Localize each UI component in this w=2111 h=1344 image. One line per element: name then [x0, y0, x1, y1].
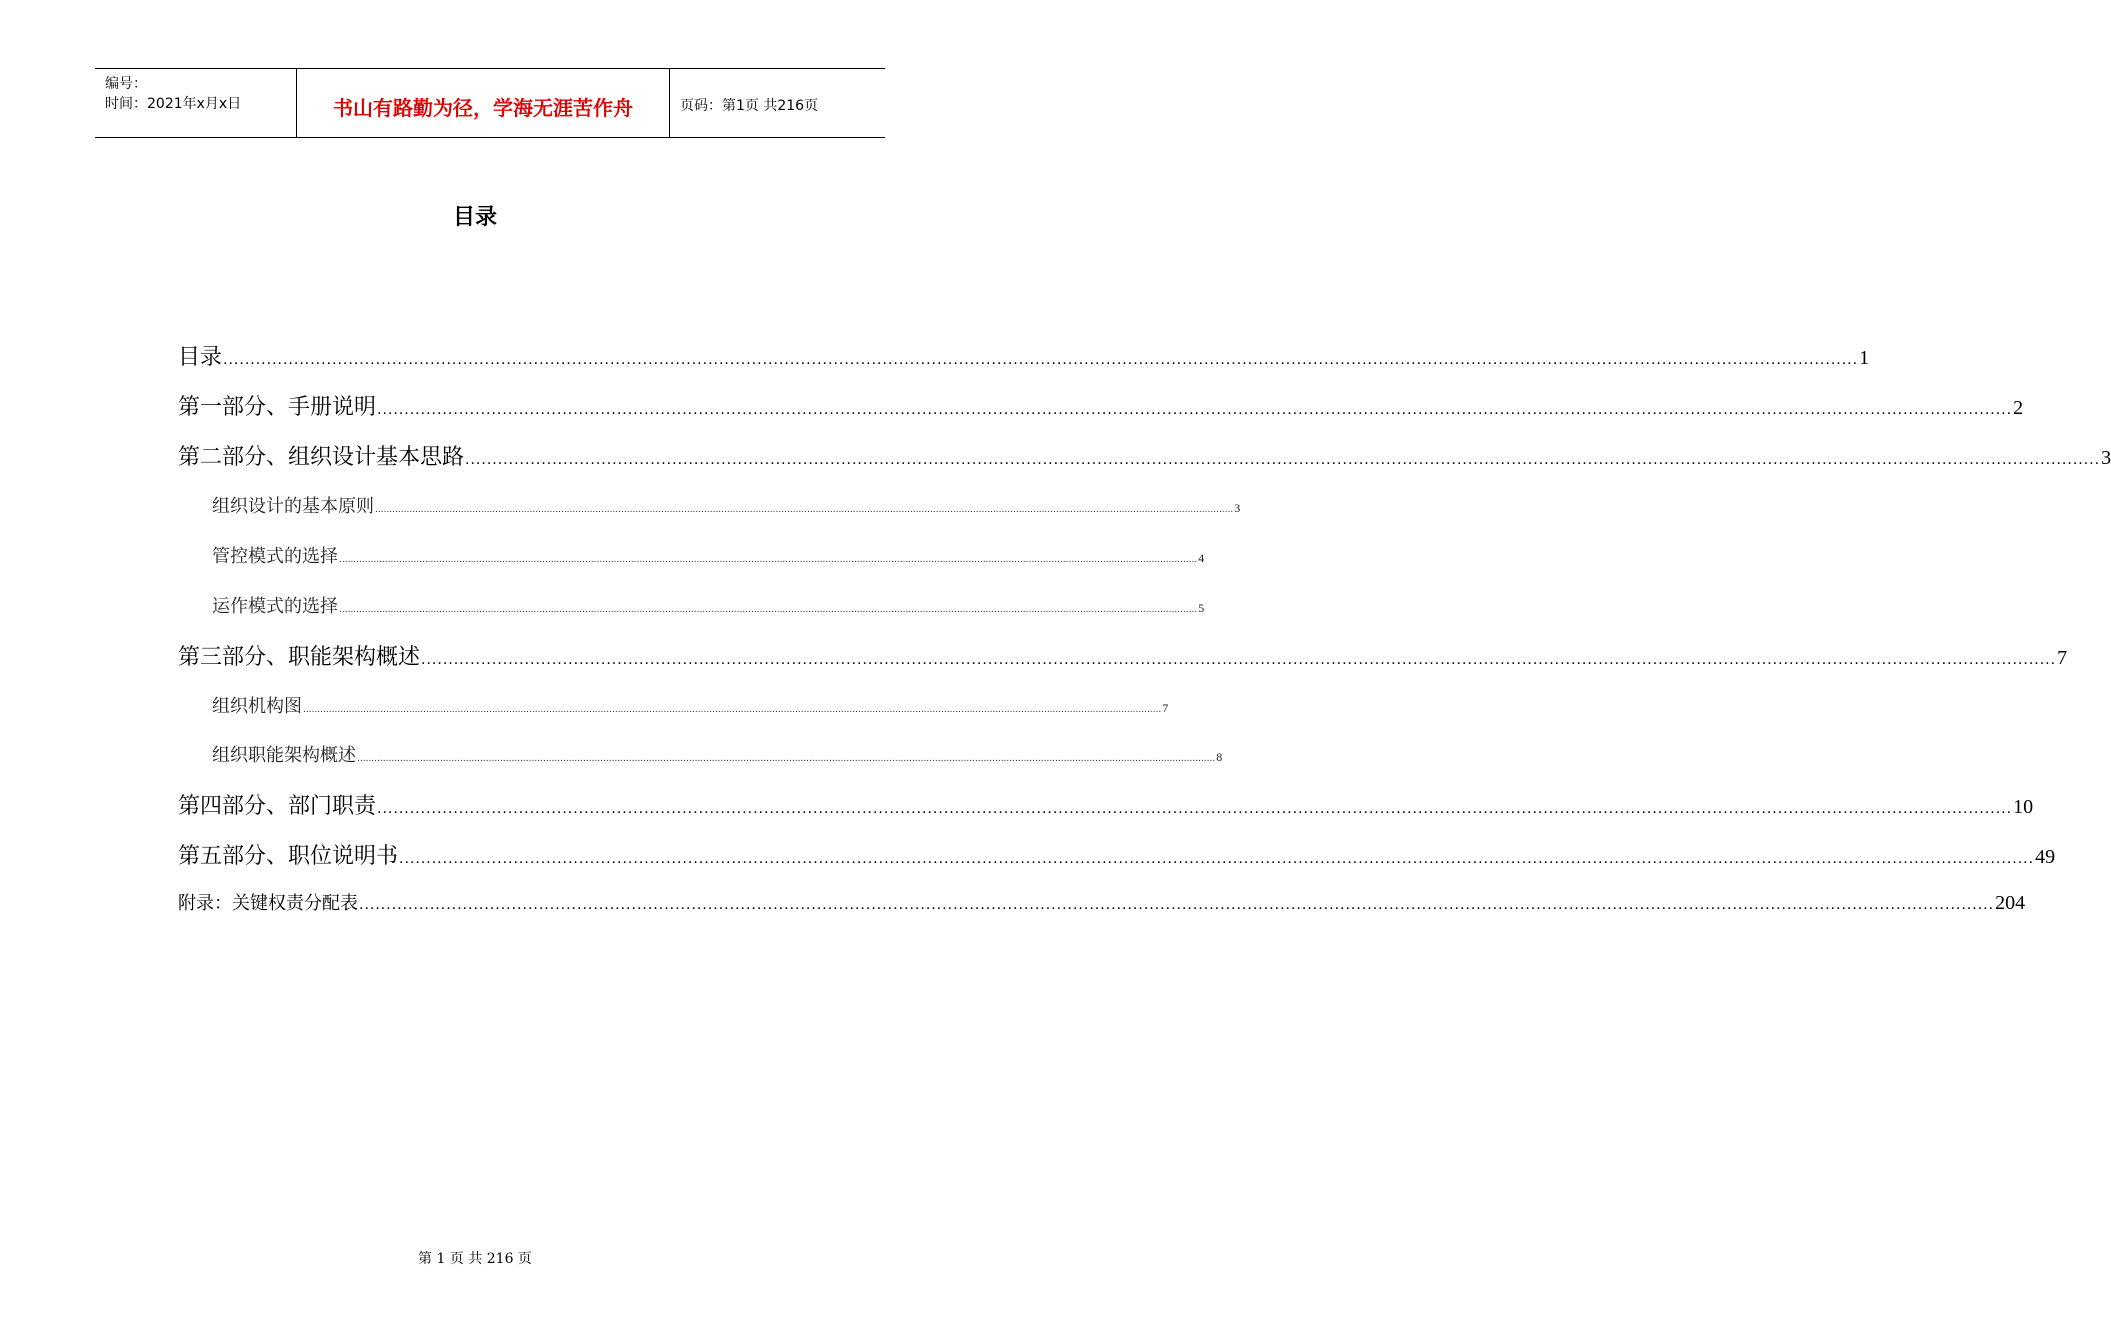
- toc-entry-page: 1: [1859, 347, 1870, 369]
- toc-entry-page: 49: [2035, 846, 2056, 868]
- toc-entry-page: 5: [1198, 601, 1205, 615]
- toc-entry-page: 204: [1995, 892, 2026, 914]
- toc-leader: ............................................................................................................................................................................................................................................................................................................: [377, 402, 2013, 418]
- toc-entry-page: 3: [1234, 501, 1241, 515]
- toc-entry-label: 组织职能架构概述: [212, 745, 356, 766]
- header-motto: 书山有路勤为径，学海无涯苦作舟: [333, 96, 633, 120]
- document-id-label: 编号：: [105, 76, 147, 92]
- toc-subentry[interactable]: [212, 542, 1205, 568]
- toc-entry[interactable]: [178, 839, 2056, 870]
- toc-entry[interactable]: [178, 340, 1870, 371]
- toc-leader: ............................................................................................................................................................................................................................................................................................................: [377, 801, 2013, 817]
- toc-subentry[interactable]: [212, 492, 1241, 518]
- toc-entry-label: 管控模式的选择: [212, 546, 338, 567]
- document-title: 目录: [452, 205, 497, 230]
- toc-leader: ............................................................................................................................................................................................................................................................................................................: [339, 555, 1198, 565]
- header-meta-cell: [95, 69, 297, 137]
- toc-entry-page: 10: [2013, 796, 2034, 818]
- toc-entry-label: 目录: [178, 345, 223, 370]
- toc-entry-label: 第一部分、手册说明: [178, 395, 377, 420]
- toc-entry-label: 附录：关键权责分配表: [178, 893, 358, 914]
- header-page-cell: [670, 69, 885, 137]
- toc-entry[interactable]: [178, 789, 2034, 820]
- toc-entry-page: 8: [1216, 750, 1223, 764]
- toc-leader: ............................................................................................................................................................................................................................................................................................................: [421, 652, 2057, 668]
- toc-appendix-entry[interactable]: [178, 889, 2026, 915]
- toc-entry[interactable]: [178, 390, 2024, 421]
- toc-entry-page: 3: [2101, 447, 2111, 469]
- page-footer: 第 1 页 共 216 页: [418, 1251, 532, 1267]
- toc-entry-label: 第四部分、部门职责: [178, 794, 377, 819]
- toc-leader: ............................................................................................................................................................................................................................................................................................................: [303, 705, 1162, 715]
- toc-leader: ............................................................................................................................................................................................................................................................................................................: [375, 505, 1234, 515]
- toc-entry-label: 组织设计的基本原则: [212, 496, 374, 517]
- toc-leader: ............................................................................................................................................................................................................................................................................................................: [223, 352, 1859, 368]
- toc-subentry[interactable]: [212, 741, 1223, 767]
- toc-leader: ............................................................................................................................................................................................................................................................................................................: [359, 897, 1995, 913]
- toc-entry-page: 4: [1198, 551, 1205, 565]
- toc-entry-label: 第三部分、职能架构概述: [178, 645, 421, 670]
- toc-entry[interactable]: [178, 640, 2068, 671]
- toc-subentry[interactable]: [212, 692, 1169, 718]
- toc-leader: ............................................................................................................................................................................................................................................................................................................: [399, 851, 2035, 867]
- toc-entry-label: 组织机构图: [212, 696, 302, 717]
- toc-entry-label: 第二部分、组织设计基本思路: [178, 445, 465, 470]
- toc-leader: ............................................................................................................................................................................................................................................................................................................: [339, 605, 1198, 615]
- toc-entry-label: 运作模式的选择: [212, 596, 338, 617]
- toc-subentry[interactable]: [212, 592, 1205, 618]
- toc-entry-page: 7: [2057, 647, 2068, 669]
- toc-leader: ............................................................................................................................................................................................................................................................................................................: [357, 754, 1216, 764]
- toc-entry-label: 第五部分、职位说明书: [178, 844, 399, 869]
- toc-leader: ............................................................................................................................................................................................................................................................................................................: [465, 452, 2101, 468]
- header-motto-cell: [297, 69, 670, 137]
- toc-entry-page: 2: [2013, 397, 2024, 419]
- toc-entry-page: 7: [1162, 701, 1169, 715]
- toc-entry[interactable]: [178, 440, 2111, 471]
- header-page-number: 页码：第1页 共216页: [680, 98, 819, 114]
- page-header: [95, 68, 885, 138]
- document-time-label: 时间：2021年x月x日: [105, 96, 242, 112]
